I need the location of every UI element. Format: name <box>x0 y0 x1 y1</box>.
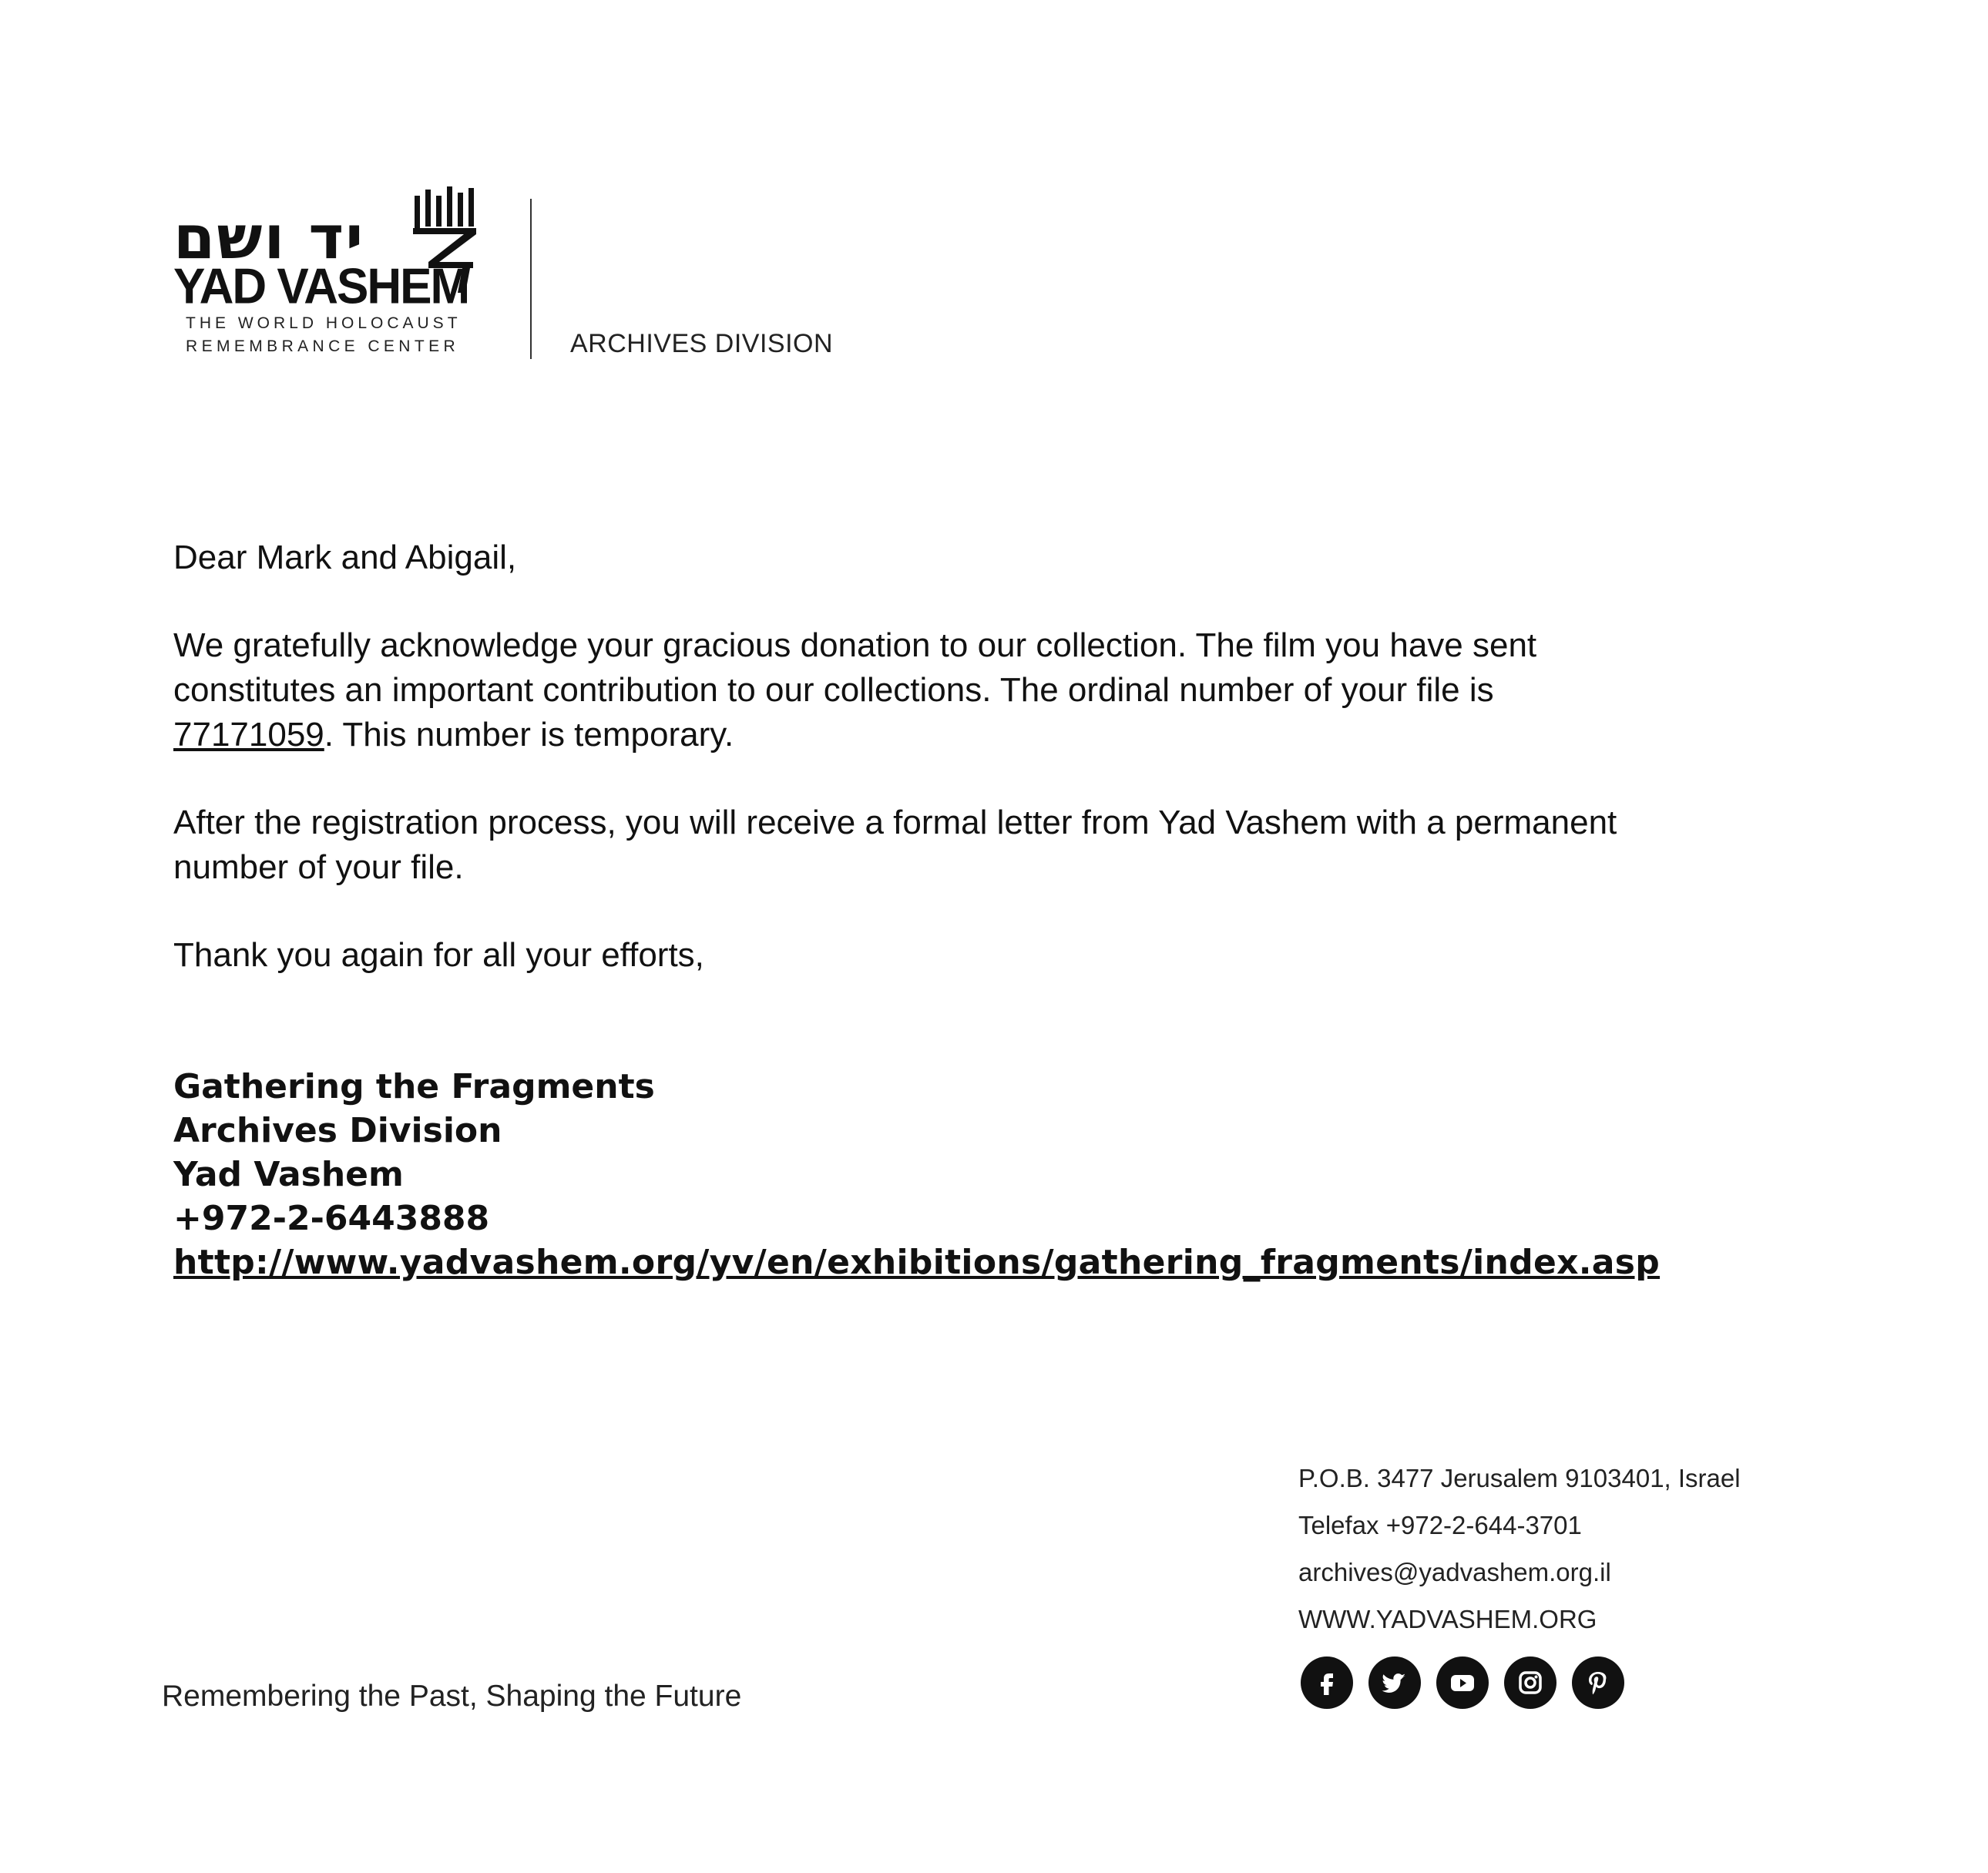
paragraph-registration: After the registration process, you will receive a formal letter from Yad Vashem with a permanent number of your file. <box>173 804 1617 886</box>
address: P.O.B. 3477 Jerusalem 9103401, Israel <box>1298 1464 1741 1492</box>
twitter-icon[interactable] <box>1368 1656 1421 1709</box>
website-link[interactable]: WWW.YADVASHEM.ORG <box>1298 1605 1597 1633</box>
logo-english: YAD VASHEM <box>173 258 469 315</box>
contact-block <box>1298 1455 1741 1643</box>
logo-hebrew: יד ושם <box>173 203 365 273</box>
signature-url-link[interactable]: http://www.yadvashem.org/yv/en/exhibitions/gathering_fragments/index.asp <box>173 1243 1661 1282</box>
signature-block <box>173 1065 1660 1284</box>
signature-department: Archives Division <box>173 1111 502 1150</box>
logo-hebrew-row <box>173 185 482 273</box>
logo-subtitle-line1: THE WORLD HOLOCAUST <box>186 314 462 332</box>
facebook-icon[interactable] <box>1301 1656 1353 1709</box>
logo-divider <box>530 199 532 359</box>
signature-phone: +972-2-6443888 <box>173 1199 490 1238</box>
tagline: Remembering the Past, Shaping the Future <box>162 1680 742 1713</box>
social-icons <box>1301 1656 1624 1709</box>
file-number: 77171059 <box>173 716 324 754</box>
salutation: Dear Mark and Abigail, <box>173 539 517 576</box>
email-link[interactable]: archives@yadvashem.org.il <box>1298 1558 1611 1586</box>
paragraph-acknowledgement: We gratefully acknowledge your gracious donation to our collection. The film you have sent constitutes an important contribution to our collections. The ordinal number of your file is 77171059. This number is temporary. <box>173 626 1537 754</box>
instagram-icon[interactable] <box>1504 1656 1556 1709</box>
telefax: Telefax +972-2-644-3701 <box>1298 1511 1582 1539</box>
logo-subtitle-line2: REMEMBRANCE CENTER <box>186 337 460 355</box>
division-title: ARCHIVES DIVISION <box>570 329 834 358</box>
pinterest-icon[interactable] <box>1572 1656 1624 1709</box>
signature-name: Gathering the Fragments <box>173 1067 655 1106</box>
letter-body <box>173 535 1815 1021</box>
youtube-icon[interactable] <box>1436 1656 1489 1709</box>
signature-organization: Yad Vashem <box>173 1155 404 1194</box>
closing: Thank you again for all your efforts, <box>173 936 704 974</box>
logo <box>173 154 482 362</box>
